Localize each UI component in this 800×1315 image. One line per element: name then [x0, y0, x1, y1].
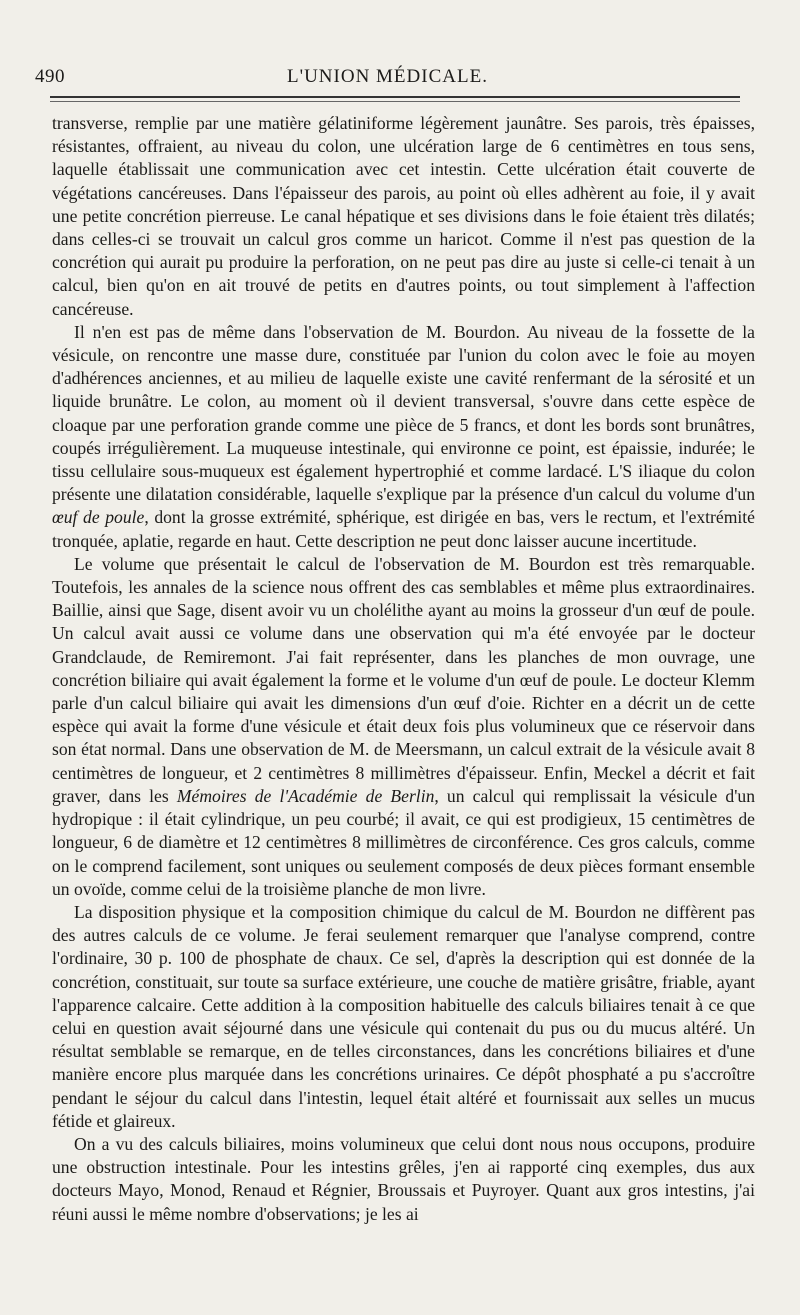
paragraph-text: , un calcul qui remplissait la vésicule d'un hydropique : il était cylindrique, un peu courbé; il avait, ce qui est prodigieux, 15 centimètres de longueur, 6 de diamètre et 12 centimètres 8 millimètres de circonférence. Ces gros calculs, comme on le comprend facilement, sont uniques ou seulement composés de deux pièces formant ensemble un ovoïde, comme celui de la troisième planche de mon livre. — [52, 785, 755, 899]
italic-text: Mémoires de l'Académie de Berlin — [176, 785, 435, 806]
page-number: 490 — [35, 66, 65, 87]
paragraph-text: transverse, remplie par une matière gélatiniforme légèrement jaunâtre. Ses parois, très épaisses, résistantes, offraient, au niveau du colon, une ulcération large de 6 centimètres en tous sens, laquelle établissait une communication avec cet intestin. Cette ulcération était couverte de végétations cancéreuses. Dans l'épaisseur des parois, au point où elles adhèrent au foie, il y avait une petite concrétion pierreuse. Le canal hépatique et ses divisions dans le foie étaient très dilatés; dans celles-ci se trouvait un calcul gros comme un haricot. Comme il n'est pas question de la concrétion qui aurait pu produire la perforation, on ne peut pas dire au juste si celle-ci tenait à un calcul, bien qu'on en ait trouvé de petits en d'autres points, ou tout simplement à l'affection cancéreuse. — [52, 113, 755, 319]
paragraph-p5 — [52, 1133, 755, 1226]
header-rule-thin — [50, 101, 740, 102]
paragraph-text: On a vu des calculs biliaires, moins volumineux que celui dont nous nous occupons, produire une obstruction intestinale. Pour les intestins grêles, j'en ai rapporté cinq exemples, dus aux docteurs Mayo, Monod, Renaud et Régnier, Broussais et Puyroyer. Quant aux gros intestins, j'ai réuni aussi le même nombre d'observations; je les ai — [52, 1133, 755, 1224]
paragraph-p1 — [52, 112, 755, 321]
paragraph-text: La disposition physique et la composition chimique du calcul de M. Bourdon ne diffèrent pas des autres calculs de ce volume. Je ferai seulement remarquer que l'analyse comprend, contre l'ordinaire, 30 p. 100 de phosphate de chaux. Ce sel, d'après la description qui est donnée de la concrétion, constituait, sur toute sa surface extérieure, une couche de matière grisâtre, friable, ayant l'apparence calcaire. Cette addition à la composition habituelle des calculs biliaires tenait à ce que celui en question avait séjourné dans une vésicule qui contenait du pus ou du mucus altéré. Un résultat semblable se remarque, en de telles circonstances, dans les concrétions biliaires et d'une manière encore plus marquée dans les concrétions urinaires. Ce dépôt phosphaté a pu s'accroître pendant le séjour du calcul dans l'intestin, lequel était altéré et fournissait aux selles un mucus fétide et glaireux. — [52, 901, 755, 1131]
journal-title: L'UNION MÉDICALE. — [287, 66, 488, 87]
paragraph-p2 — [52, 321, 755, 553]
italic-text: œuf de poule — [52, 507, 145, 528]
paragraph-p3 — [52, 553, 755, 901]
paragraph-text: , dont la grosse extrémité, sphérique, est dirigée en bas, vers le rectum, et l'extrémité tronquée, aplatie, regarde en haut. Cette description ne peut donc laisser aucune incertitude. — [52, 507, 755, 551]
header-rule-thick — [50, 96, 740, 98]
paragraph-text: Le volume que présentait le calcul de l'observation de M. Bourdon est très remarquable. Toutefois, les annales de la science nous offrent des cas semblables et même plus extraordinaires. Baillie, ainsi que Sage, disent avoir vu un cholélithe ayant au moins la grosseur d'un œuf de poule. Un calcul avait aussi ce volume dans une observation qui m'a été envoyée par le docteur Grandclaude, de Remiremont. J'ai fait représenter, dans les planches de mon ouvrage, une concrétion biliaire qui avait également la forme et le volume d'un œuf de poule. Le docteur Klemm parle d'un calcul biliaire qui avait les dimensions d'un œuf d'oie. Richter en a décrit un de cette espèce qui avait la forme d'une vésicule et était deux fois plus volumineux que ce réservoir dans son état normal. Dans une observation de M. de Meersmann, un calcul extrait de la vésicule avait 8 centimètres de longueur, et 2 centimètres 8 millimètres d'épaisseur. Enfin, Meckel a décrit et fait graver, dans les — [52, 553, 755, 806]
article-body — [52, 112, 755, 1226]
paragraph-text: Il n'en est pas de même dans l'observation de M. Bourdon. Au niveau de la fossette de la vésicule, on rencontre une masse dure, constituée par l'union du colon avec le foie au moyen d'adhérences anciennes, et au milieu de laquelle existe une cavité renfermant de la sérosité et un liquide brunâtre. Le colon, au moment où il devient transversal, s'ouvre dans cette espèce de cloaque par une perforation grande comme une pièce de 5 francs, et dont les bords sont brunâtres, coupés irrégulièrement. La muqueuse intestinale, qui environne ce point, est épaissie, indurée; le tissu cellulaire sous-muqueux est également hypertrophié et comme lardacé. L'S iliaque du colon présente une dilatation considérable, laquelle s'explique par la présence d'un calcul du volume d'un — [52, 321, 755, 505]
paragraph-p4 — [52, 901, 755, 1133]
page-header — [35, 60, 740, 96]
